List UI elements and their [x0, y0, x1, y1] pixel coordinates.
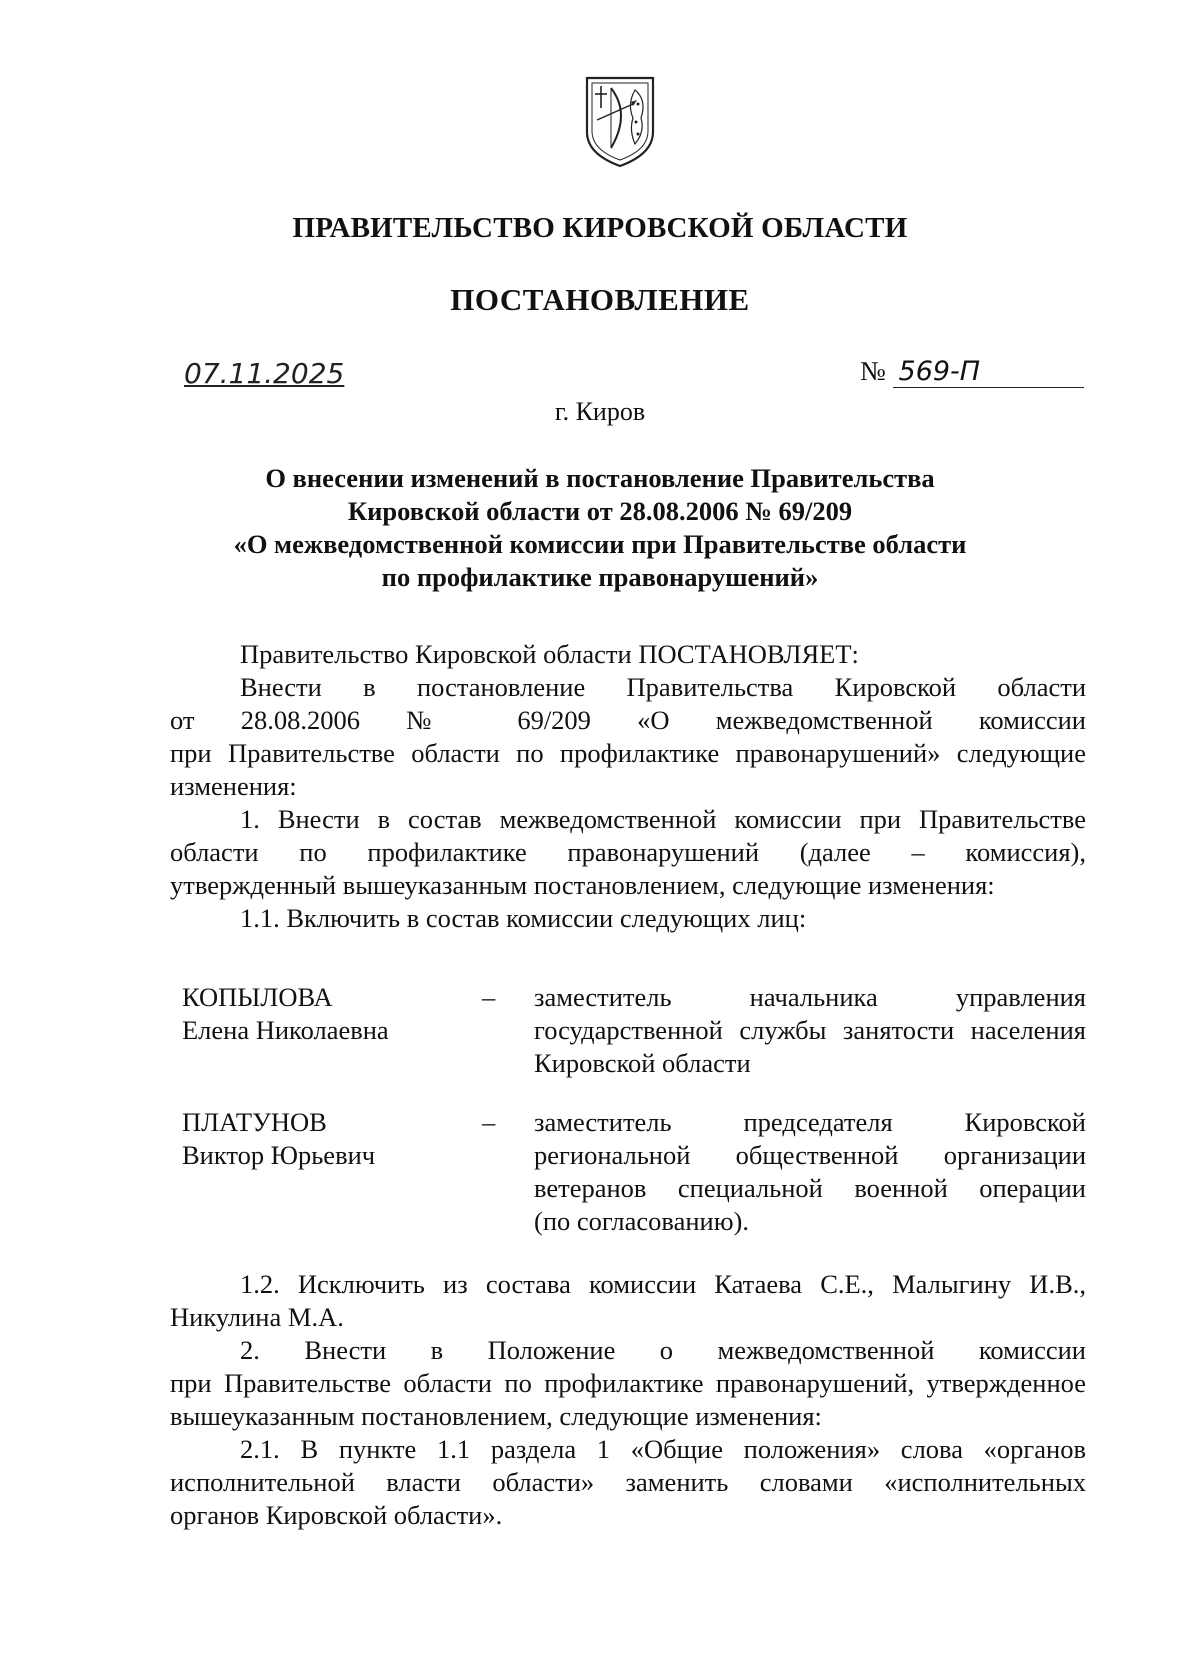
kirov-coat-of-arms-icon: [583, 74, 657, 168]
body-text-part-1: [170, 638, 1086, 935]
text-line: 2.1. В пункте 1.1 раздела 1 «Общие положения» слова «органов: [240, 1434, 1086, 1464]
text-line: исполнительной власти области» заменить словами «исполнительных: [170, 1467, 1086, 1497]
text-line: Правительство Кировской области ПОСТАНОВЛЯЕТ:: [240, 639, 859, 669]
text-line: области по профилактике правонарушений (далее – комиссия),: [170, 837, 1086, 867]
position-line: заместитель председателя Кировской: [534, 1107, 1086, 1137]
text-line: 1. Внести в состав межведомственной комиссии при Правительстве: [240, 804, 1086, 834]
text-line: изменения:: [170, 771, 297, 801]
title-line: О внесении изменений в постановление Правительства: [265, 463, 935, 493]
person-position: [534, 981, 1086, 1080]
position-line: государственной службы занятости населения: [534, 1015, 1086, 1045]
position-line: ветеранов специальной военной операции: [534, 1173, 1086, 1203]
text-line: Внести в постановление Правительства Кировской области: [240, 672, 1086, 702]
person-given-name: Елена Николаевна: [182, 1015, 389, 1045]
position-line: Кировской области: [534, 1048, 751, 1078]
person-position: [534, 1106, 1086, 1238]
document-number: 569-П: [893, 356, 1084, 388]
text-line: вышеуказанным постановлением, следующие изменения:: [170, 1401, 822, 1431]
position-line: (по согласованию).: [534, 1206, 749, 1236]
text-line: 1.2. Исключить из состава комиссии Катаева С.Е., Малыгину И.В.,: [240, 1269, 1086, 1299]
document-type: ПОСТАНОВЛЕНИЕ: [450, 282, 750, 317]
document-date: 07.11.2025: [184, 357, 345, 390]
position-line: заместитель начальника управления: [534, 982, 1086, 1012]
text-line: при Правительстве области по профилактике правонарушений» следующие: [170, 738, 1086, 768]
document-title: [0, 462, 1200, 594]
person-surname: КОПЫЛОВА: [182, 982, 333, 1012]
text-line: 2. Внести в Положение о межведомственной комиссии: [240, 1335, 1086, 1365]
city: г. Киров: [554, 397, 646, 426]
number-sign: №: [860, 356, 886, 386]
document-number-line: [860, 356, 1084, 388]
title-line: по профилактике правонарушений»: [381, 562, 819, 592]
text-line: от 28.08.2006 № 69/209 «О межведомственной комиссии: [170, 705, 1086, 735]
person-dash: –: [482, 982, 496, 1012]
text-line: Никулина М.А.: [170, 1302, 344, 1332]
position-line: региональной общественной организации: [534, 1140, 1086, 1170]
body-text-part-2: [170, 1268, 1086, 1532]
organization-title: ПРАВИТЕЛЬСТВО КИРОВСКОЙ ОБЛАСТИ: [292, 212, 908, 244]
title-line: Кировской области от 28.08.2006 № 69/209: [347, 496, 853, 526]
person-given-name: Виктор Юрьевич: [182, 1140, 376, 1170]
person-name: [182, 981, 472, 1047]
person-name: [182, 1106, 472, 1172]
person-surname: ПЛАТУНОВ: [182, 1107, 327, 1137]
text-line: при Правительстве области по профилактике правонарушений, утвержденное: [170, 1368, 1086, 1398]
text-line: 1.1. Включить в состав комиссии следующих лиц:: [240, 903, 807, 933]
title-line: «О межведомственной комиссии при Правительстве области: [233, 529, 967, 559]
person-dash: –: [482, 1107, 496, 1137]
text-line: утвержденный вышеуказанным постановлением, следующие изменения:: [170, 870, 995, 900]
text-line: органов Кировской области».: [170, 1500, 503, 1530]
